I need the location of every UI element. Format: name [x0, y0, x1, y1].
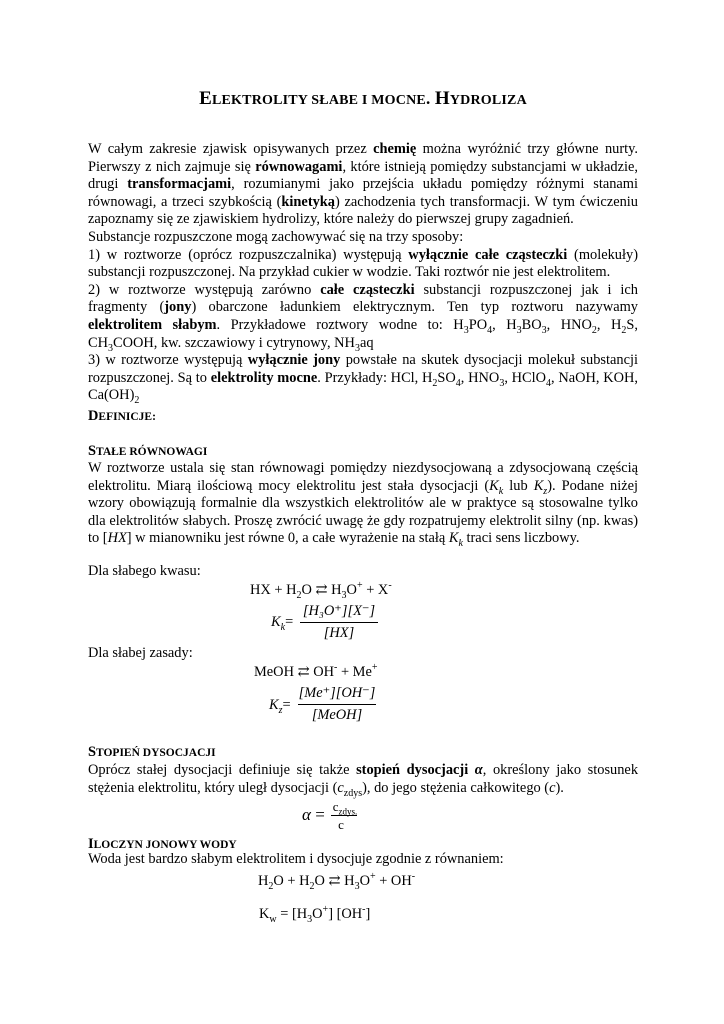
acid-k-denominator: [HX] — [323, 625, 355, 641]
alpha-formula-denominator: c — [338, 817, 344, 832]
heading-stale-rownowagi: STAŁE RÓWNOWAGI — [88, 443, 208, 459]
stale-paragraph: W roztworze ustala się stan równowagi pomiędzy niezdysocjowaną a zdysocjowaną częścią elektrolitu. Miarą ilościową mocy elektrolitu jest stała dysocjacji ($K_k$ lub $K_z$). Podane niżej wzory obowiązują formalnie dla wszystkich elektrolitów ale w praktyce są stosowalne tylko dla elektrolitów słabych. Proszę zwrócić uwagę że gdy rozpatrujemy elektrolit silny (np. kwas) to [HX] w mianowniku jest równe 0, a całe wyrażenie na stałą $K_k$ traci sens liczbowy. — [88, 460, 638, 550]
alpha-formula-numerator: $c_{zdys.}$ — [332, 799, 358, 817]
heading-definicje: DEFINICJE: — [88, 408, 156, 424]
base-reaction: MeOH ⇄ OH- + Me+ — [254, 662, 378, 680]
base-fraction-line — [298, 704, 376, 705]
base-k-symbol: $K_z=$ — [269, 697, 291, 716]
acid-k-numerator: [H₃O⁺][X⁻] — [302, 603, 376, 619]
water-reaction: $H_2O + H_2O$ ⇄ $H_3O^+ + OH^-$ — [258, 871, 416, 892]
page-title: ELEKTROLITY SŁABE I MOCNE. HYDROLIZA — [199, 88, 527, 109]
base-k-numerator: [Me⁺][OH⁻] — [298, 685, 376, 701]
base-k-denominator: [MeOH] — [311, 707, 363, 723]
acid-fraction-line — [300, 622, 378, 623]
acid-k-symbol: $K_k=$ — [271, 614, 294, 633]
acid-reaction: HX + $H_2O$ ⇄ $H_3O^+ + X^-$ — [250, 580, 392, 601]
acid-label: Dla słabego kwasu: — [88, 563, 201, 579]
heading-stopien-dysocjacji: STOPIEŃ DYSOCJACJI — [88, 744, 216, 760]
alpha-fraction-line — [331, 815, 357, 816]
iloczyn-paragraph: Woda jest bardzo słabym elektrolitem i dysocjuje zgodnie z równaniem: — [88, 851, 504, 867]
water-ionic-product: $K_w = [H_3O^+]$ [OH-] — [259, 904, 371, 925]
base-label: Dla słabej zasady: — [88, 645, 193, 661]
alpha-formula-left: α = — [302, 805, 325, 824]
intro-paragraph: W całym zakresie zjawisk opisywanych przez chemię można wyróżnić trzy główne nurty. Pierwszy z nich zajmuje się równowagami, które istnieją pomiędzy substancjami w układzie, drugi transformacjami, rozumianymi jako przejścia układu pomiędzy różnymi stanami równowagi, a trzeci szybkością (kinetyką) zachodzenia tych transformacji. W tym ćwiczeniu zapoznamy się ze zjawiskiem hydrolizy, które należy do pierwszej grupy zagadnień. Substancje rozpuszczone mogą zachowywać się na trzy sposoby: 1) w roztworze (oprócz rozpuszczalnika) występują wyłącznie całe cząsteczki (molekuły) substancji rozpuszczonej. Na przykład cukier w wodzie. Taki roztwór nie jest elektrolitem. 2) w roztworze występują zarówno całe cząsteczki substancji rozpuszczonej jak i ich fragmenty (jony) obarczone ładunkiem elektrycznym. Ten typ roztworu nazywamy elektrolitem słabym. Przykładowe roztwory wodne to: $H_3PO_4$, $H_3BO_3$, $HNO_2$, $H_2S$, $CH_3COOH$, kw. szczawiowy i cytrynowy, $NH_3aq$ 3) w roztworze występują wyłącznie jony powstałe na skutek dysocjacji molekuł substancji rozpuszczonej. Są to elektrolity mocne. Przykłady: HCl, $H_2SO_4$, $HNO_3$, HClO$_4$, NaOH, KOH, $Ca(OH)_2$ — [88, 141, 639, 407]
stopien-paragraph: Oprócz stałej dysocjacji definiuje się także stopień dysocjacji α, określony jako stosunek stężenia elektrolitu, który uległ dysocjacji $(c_{zdys})$, do jego stężenia całkowitego (c). — [88, 762, 639, 799]
heading-iloczyn-jonowy-wody: ILOCZYN JONOWY WODY — [88, 836, 237, 852]
